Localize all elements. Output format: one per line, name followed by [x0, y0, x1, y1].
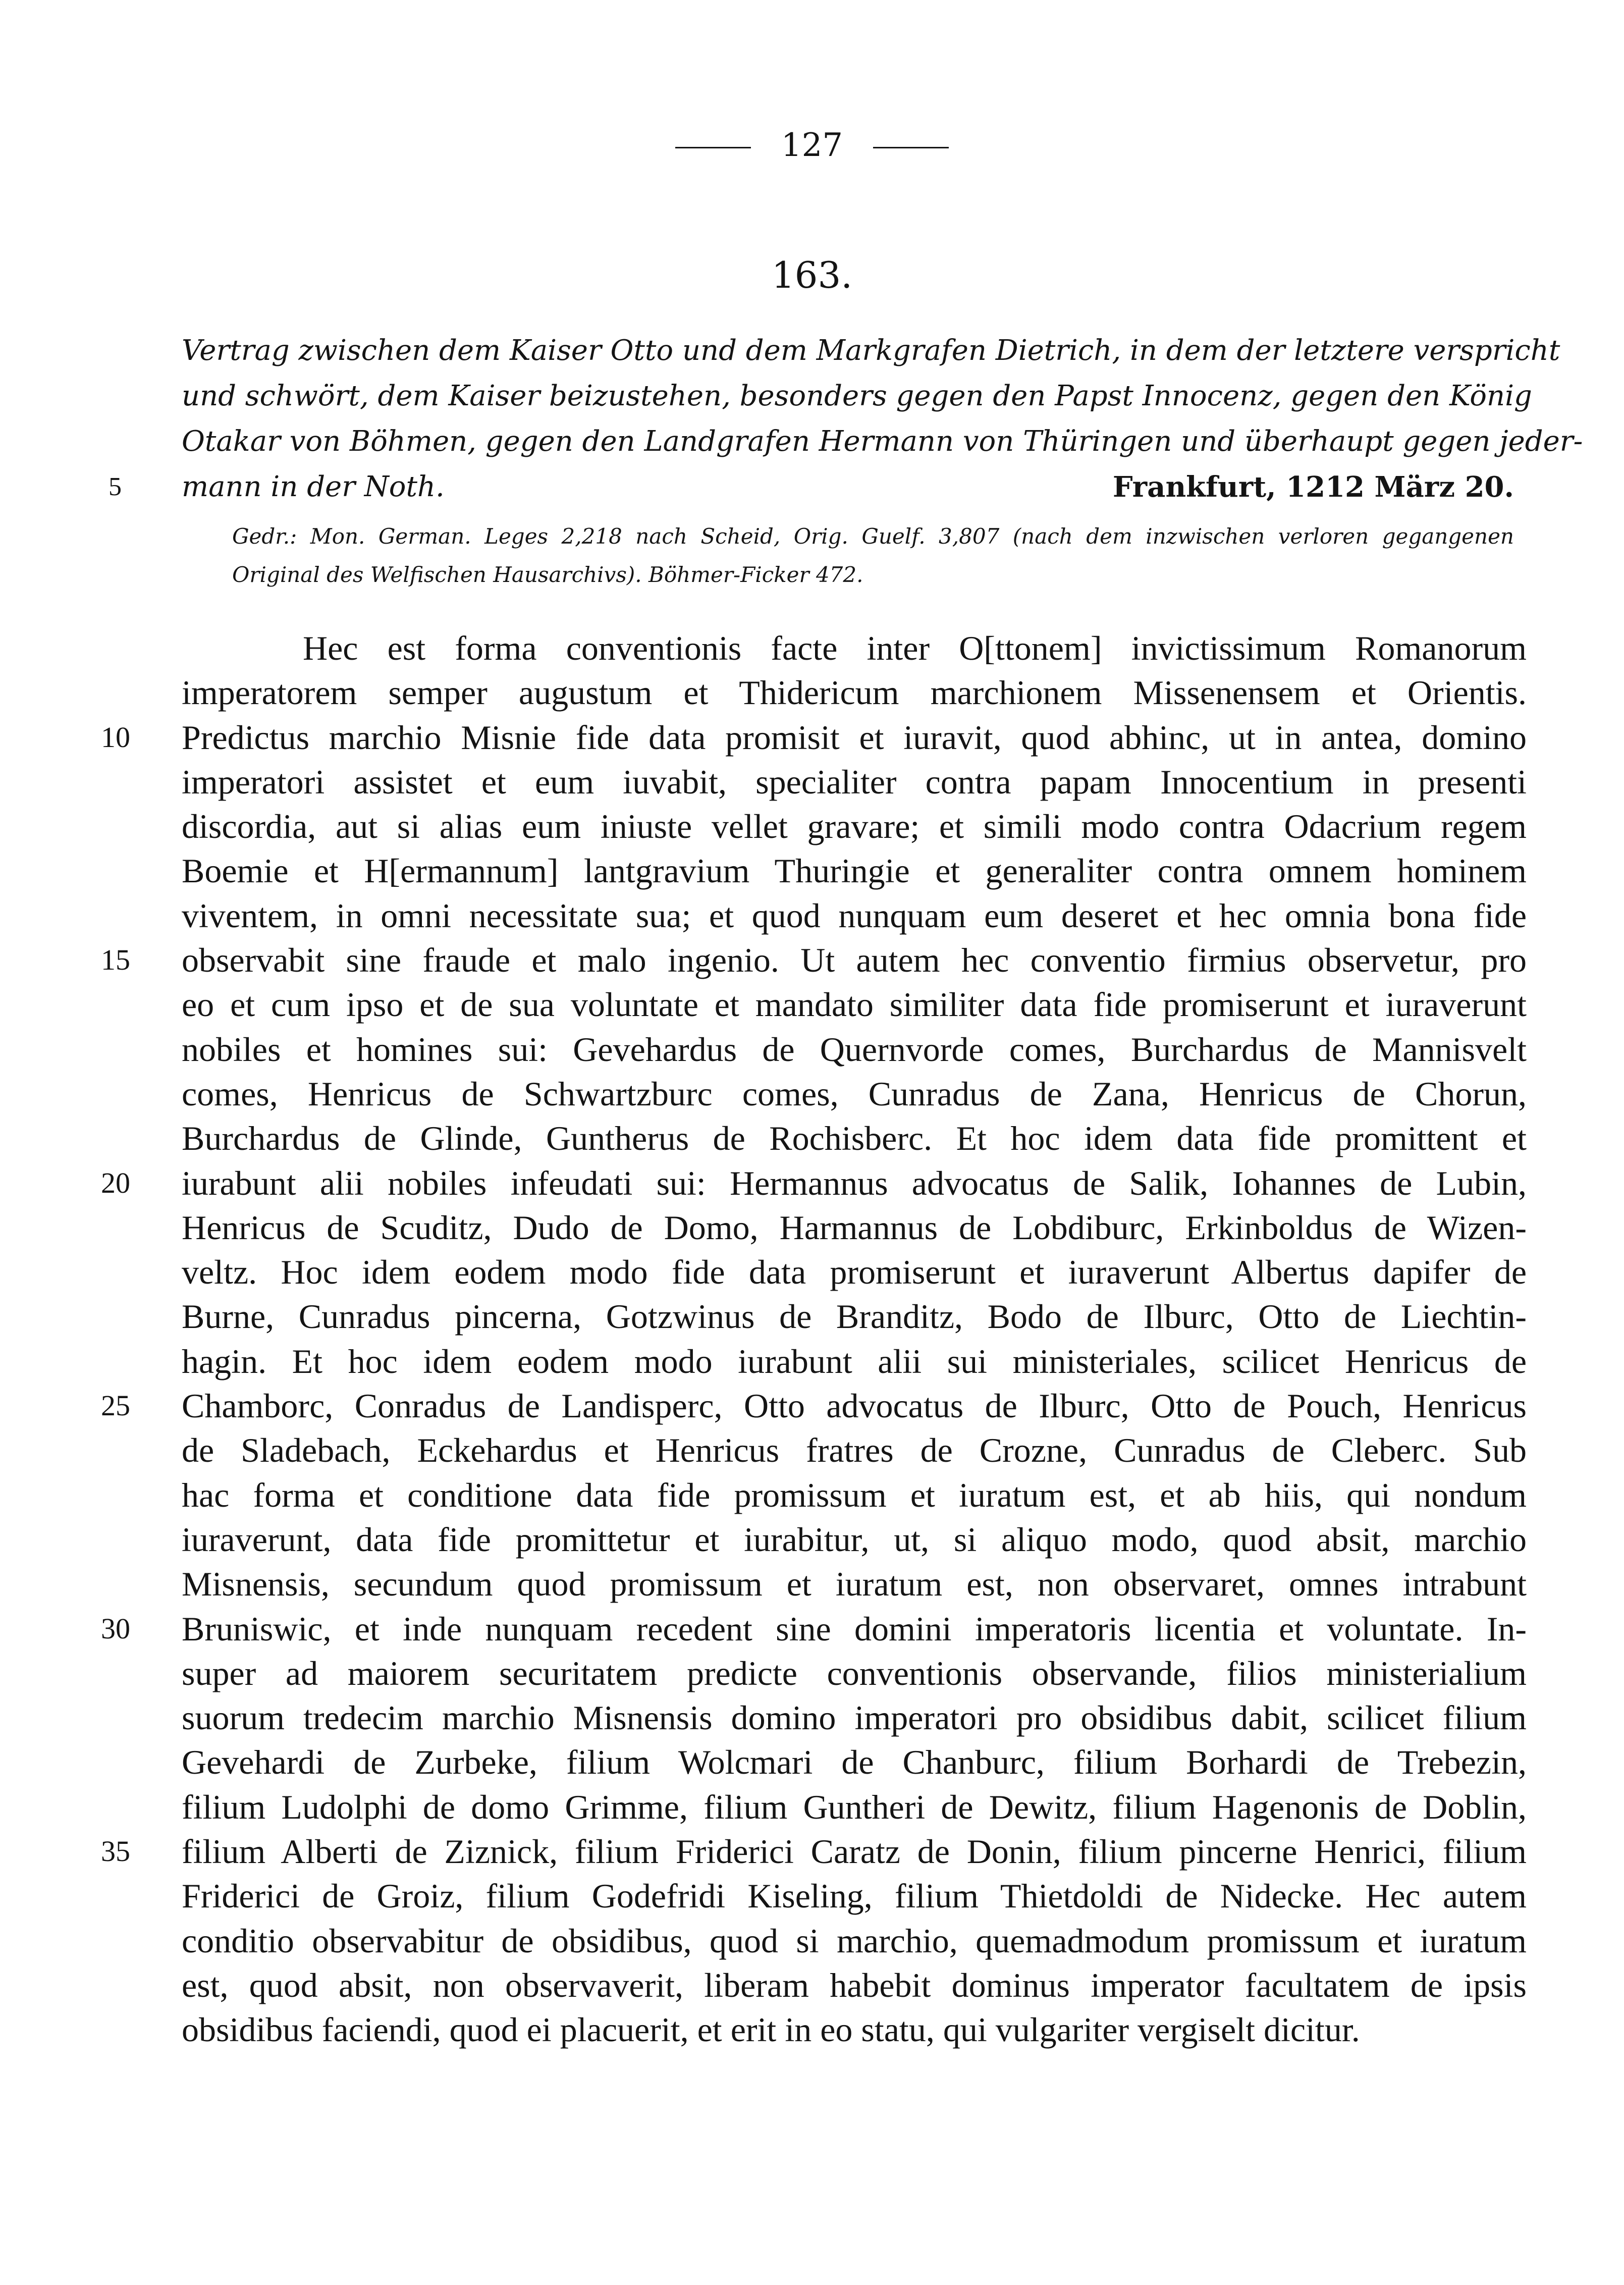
regest-summary	[182, 328, 1583, 510]
source-line: Original des Welfischen Hausarchivs). Böhmer-Ficker 472.	[232, 562, 863, 587]
text-line: super ad maiorem securitatem predicte conventionis observande, filios ministerialium	[182, 1654, 1527, 1692]
regest-line: und schwört, dem Kaiser beizustehen, besonders gegen den Papst Innocenz, gegen den König	[182, 380, 1532, 412]
regest-line: Otakar von Böhmen, gegen den Landgrafen Hermann von Thüringen und überhaupt gegen jeder-	[182, 425, 1583, 458]
text-line: iurabunt alii nobiles infeudati sui: Hermannus advocatus de Salik, Iohannes de Lubin,	[182, 1163, 1527, 1202]
margin-line-number: 20	[101, 1166, 130, 1199]
text-line: est, quod absit, non observaverit, liberam habebit dominus imperator facultatem de ipsis	[182, 1965, 1527, 2004]
margin-line-numbers	[0, 0, 172, 2285]
charter-text	[182, 626, 1527, 2052]
text-line: Bruniswic, et inde nunquam recedent sine domini imperatoris licentia et voluntate. In-	[182, 1609, 1527, 1648]
text-line: Chamborc, Conradus de Landisperc, Otto advocatus de Ilburc, Otto de Pouch, Henricus	[182, 1387, 1527, 1425]
text-line: conditio observabitur de obsidibus, quod si marchio, quemadmodum promissum et iuratum	[182, 1921, 1527, 1960]
text-line: imperatori assistet et eum iuvabit, specialiter contra papam Innocentium in presenti	[182, 762, 1527, 801]
text-line: suorum tredecim marchio Misnensis domino imperatori pro obsidibus dabit, scilicet filium	[182, 1698, 1527, 1737]
text-line: Misnensis, secundum quod promissum et iuratum est, non observaret, omnes intrabunt	[182, 1565, 1527, 1604]
page-number: 127	[781, 127, 843, 164]
text-line: Friderici de Groiz, filium Godefridi Kiseling, filium Thietdoldi de Nidecke. Hec autem	[182, 1877, 1527, 1916]
text-line: viventem, in omni necessitate sua; et quod nunquam eum deseret et hec omnia bona fide	[182, 896, 1527, 935]
margin-line-number: 15	[101, 943, 130, 977]
page-number-header	[0, 125, 1624, 166]
text-line: hagin. Et hoc idem eodem modo iurabunt alii sui ministeriales, scilicet Henricus de	[182, 1342, 1527, 1380]
regest-line: Vertrag zwischen dem Kaiser Otto und dem Markgrafen Dietrich, in dem der letztere verspricht	[182, 334, 1560, 367]
text-line: Henricus de Scuditz, Dudo de Domo, Harmannus de Lobdiburc, Erkinboldus de Wizen-	[182, 1208, 1527, 1247]
left-dash	[675, 147, 751, 148]
text-line: filium Alberti de Ziznick, filium Friderici Caratz de Donin, filium pincerne Henrici, filium	[182, 1832, 1527, 1871]
text-line: Burne, Cunradus pincerna, Gotzwinus de Branditz, Bodo de Ilburc, Otto de Liechtin-	[182, 1297, 1527, 1336]
source-line: Gedr.: Mon. German. Leges 2,218 nach Scheid, Orig. Guelf. 3,807 (nach dem inzwischen verloren gegangenen	[232, 524, 1514, 549]
regest-last-line	[182, 464, 1514, 510]
text-line: Predictus marchio Misnie fide data promisit et iuravit, quod abhinc, ut in antea, domino	[182, 718, 1527, 757]
margin-line-number: 35	[101, 1835, 130, 1868]
text-line: hac forma et conditione data fide promissum et iuratum est, et ab hiis, qui nondum	[182, 1475, 1527, 1514]
text-line: discordia, aut si alias eum iniuste vellet gravare; et simili modo contra Odacrium regem	[182, 807, 1527, 846]
text-line: comes, Henricus de Schwartzburc comes, Cunradus de Zana, Henricus de Chorun,	[182, 1074, 1527, 1113]
text-line: imperatorem semper augustum et Thidericum marchionem Missenensem et Orientis.	[182, 673, 1527, 712]
text-line: Gevehardi de Zurbeke, filium Wolcmari de Chanburc, filium Borhardi de Trebezin,	[182, 1743, 1527, 1782]
margin-line-number: 10	[101, 720, 130, 754]
text-line: eo et cum ipso et de sua voluntate et mandato similiter data fide promiserunt et iuraverunt	[182, 985, 1527, 1024]
text-line: veltz. Hoc idem eodem modo fide data promiserunt et iuraverunt Albertus dapifer de	[182, 1253, 1527, 1292]
text-line: observabit sine fraude et malo ingenio. Ut autem hec conventio firmius observetur, pro	[182, 941, 1527, 980]
place-date: Frankfurt, 1212 März 20.	[1112, 470, 1514, 504]
text-line: Boemie et H[ermannum] lantgravium Thuringie et generaliter contra omnem hominem	[182, 852, 1527, 890]
source-note	[232, 517, 1514, 594]
margin-line-number: 25	[101, 1389, 130, 1422]
text-line: obsidibus faciendi, quod ei placuerit, et erit in eo statu, qui vulgariter vergiselt dicitur.	[182, 2010, 1360, 2049]
text-line: filium Ludolphi de domo Grimme, filium Guntheri de Dewitz, filium Hagenonis de Doblin,	[182, 1787, 1527, 1826]
regest-line: mann in der Noth.	[182, 470, 445, 503]
margin-line-number: 30	[101, 1612, 130, 1645]
text-line: iuraverunt, data fide promittetur et iurabitur, ut, si aliquo modo, quod absit, marchio	[182, 1520, 1527, 1559]
document-number: 163.	[771, 254, 853, 296]
text-line: nobiles et homines sui: Gevehardus de Quernvorde comes, Burchardus de Mannisvelt	[182, 1030, 1527, 1069]
margin-line-number: 5	[109, 472, 122, 501]
text-line: Burchardus de Glinde, Guntherus de Rochisberc. Et hoc idem data fide promittent et	[182, 1119, 1527, 1158]
right-dash	[873, 147, 949, 148]
text-line: Hec est forma conventionis facte inter O[ttonem] invictissimum Romanorum	[303, 629, 1527, 667]
text-line: de Sladebach, Eckehardus et Henricus fratres de Crozne, Cunradus de Cleberc. Sub	[182, 1431, 1527, 1470]
